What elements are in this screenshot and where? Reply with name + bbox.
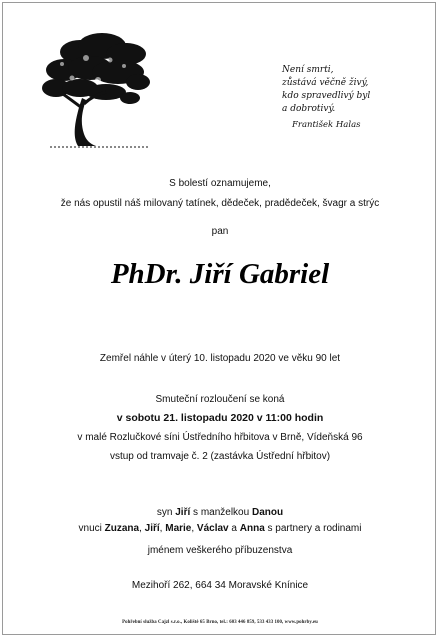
footer-funeral-service: Pohřební služba Cajzl s.r.o., Kolištė 65 Brno, tel.: 603 446 859, 533 433 100, www.pohrby.eu: [122, 620, 318, 625]
quote-line: Není smrti,: [282, 65, 334, 75]
intro-line: že nás opustil náš milovaný tatínek, dědeček, pradědeček, švagr a strýc: [60, 198, 380, 209]
quote: [282, 64, 422, 116]
funeral-date: v sobotu 21. listopadu 2020 v 11:00 hodin: [116, 412, 324, 424]
intro-text: [0, 174, 440, 214]
title-word: pan: [211, 226, 229, 237]
quote-line: a dobrotivý.: [282, 104, 336, 114]
address: Mezihoří 262, 664 34 Moravské Knínice: [131, 580, 309, 591]
deceased-name: PhDr. Jiří Gabriel: [110, 258, 330, 290]
death-notice: Zemřel náhle v úterý 10. listopadu 2020 ve věku 90 let: [99, 353, 341, 364]
quote-line: zůstává věčně živý,: [282, 78, 369, 88]
funeral-line: Smuteční rozloučení se koná: [155, 394, 285, 405]
tree-illustration-icon: [40, 30, 152, 152]
funeral-place: v malé Rozlučkové síni Ústředního hřbitova v Brně, Vídeňská 96: [77, 432, 363, 443]
funeral-info: [0, 390, 440, 466]
mourners: [0, 505, 440, 559]
mourners-grandchildren-line: vnuci Zuzana, Jiří, Marie, Václav a Anna s partnery a rodinami: [78, 523, 362, 534]
intro-line: S bolestí oznamujeme,: [169, 178, 271, 189]
mourners-son-line: syn Jiří s manželkou Danou: [156, 507, 284, 518]
quote-line: kdo spravedlivý byl: [282, 91, 371, 101]
mourners-relatives-line: jménem veškerého příbuzenstva: [147, 545, 293, 556]
funeral-directions: vstup od tramvaje č. 2 (zastávka Ústřední hřbitov): [109, 451, 331, 462]
quote-author: František Halas: [292, 120, 361, 130]
